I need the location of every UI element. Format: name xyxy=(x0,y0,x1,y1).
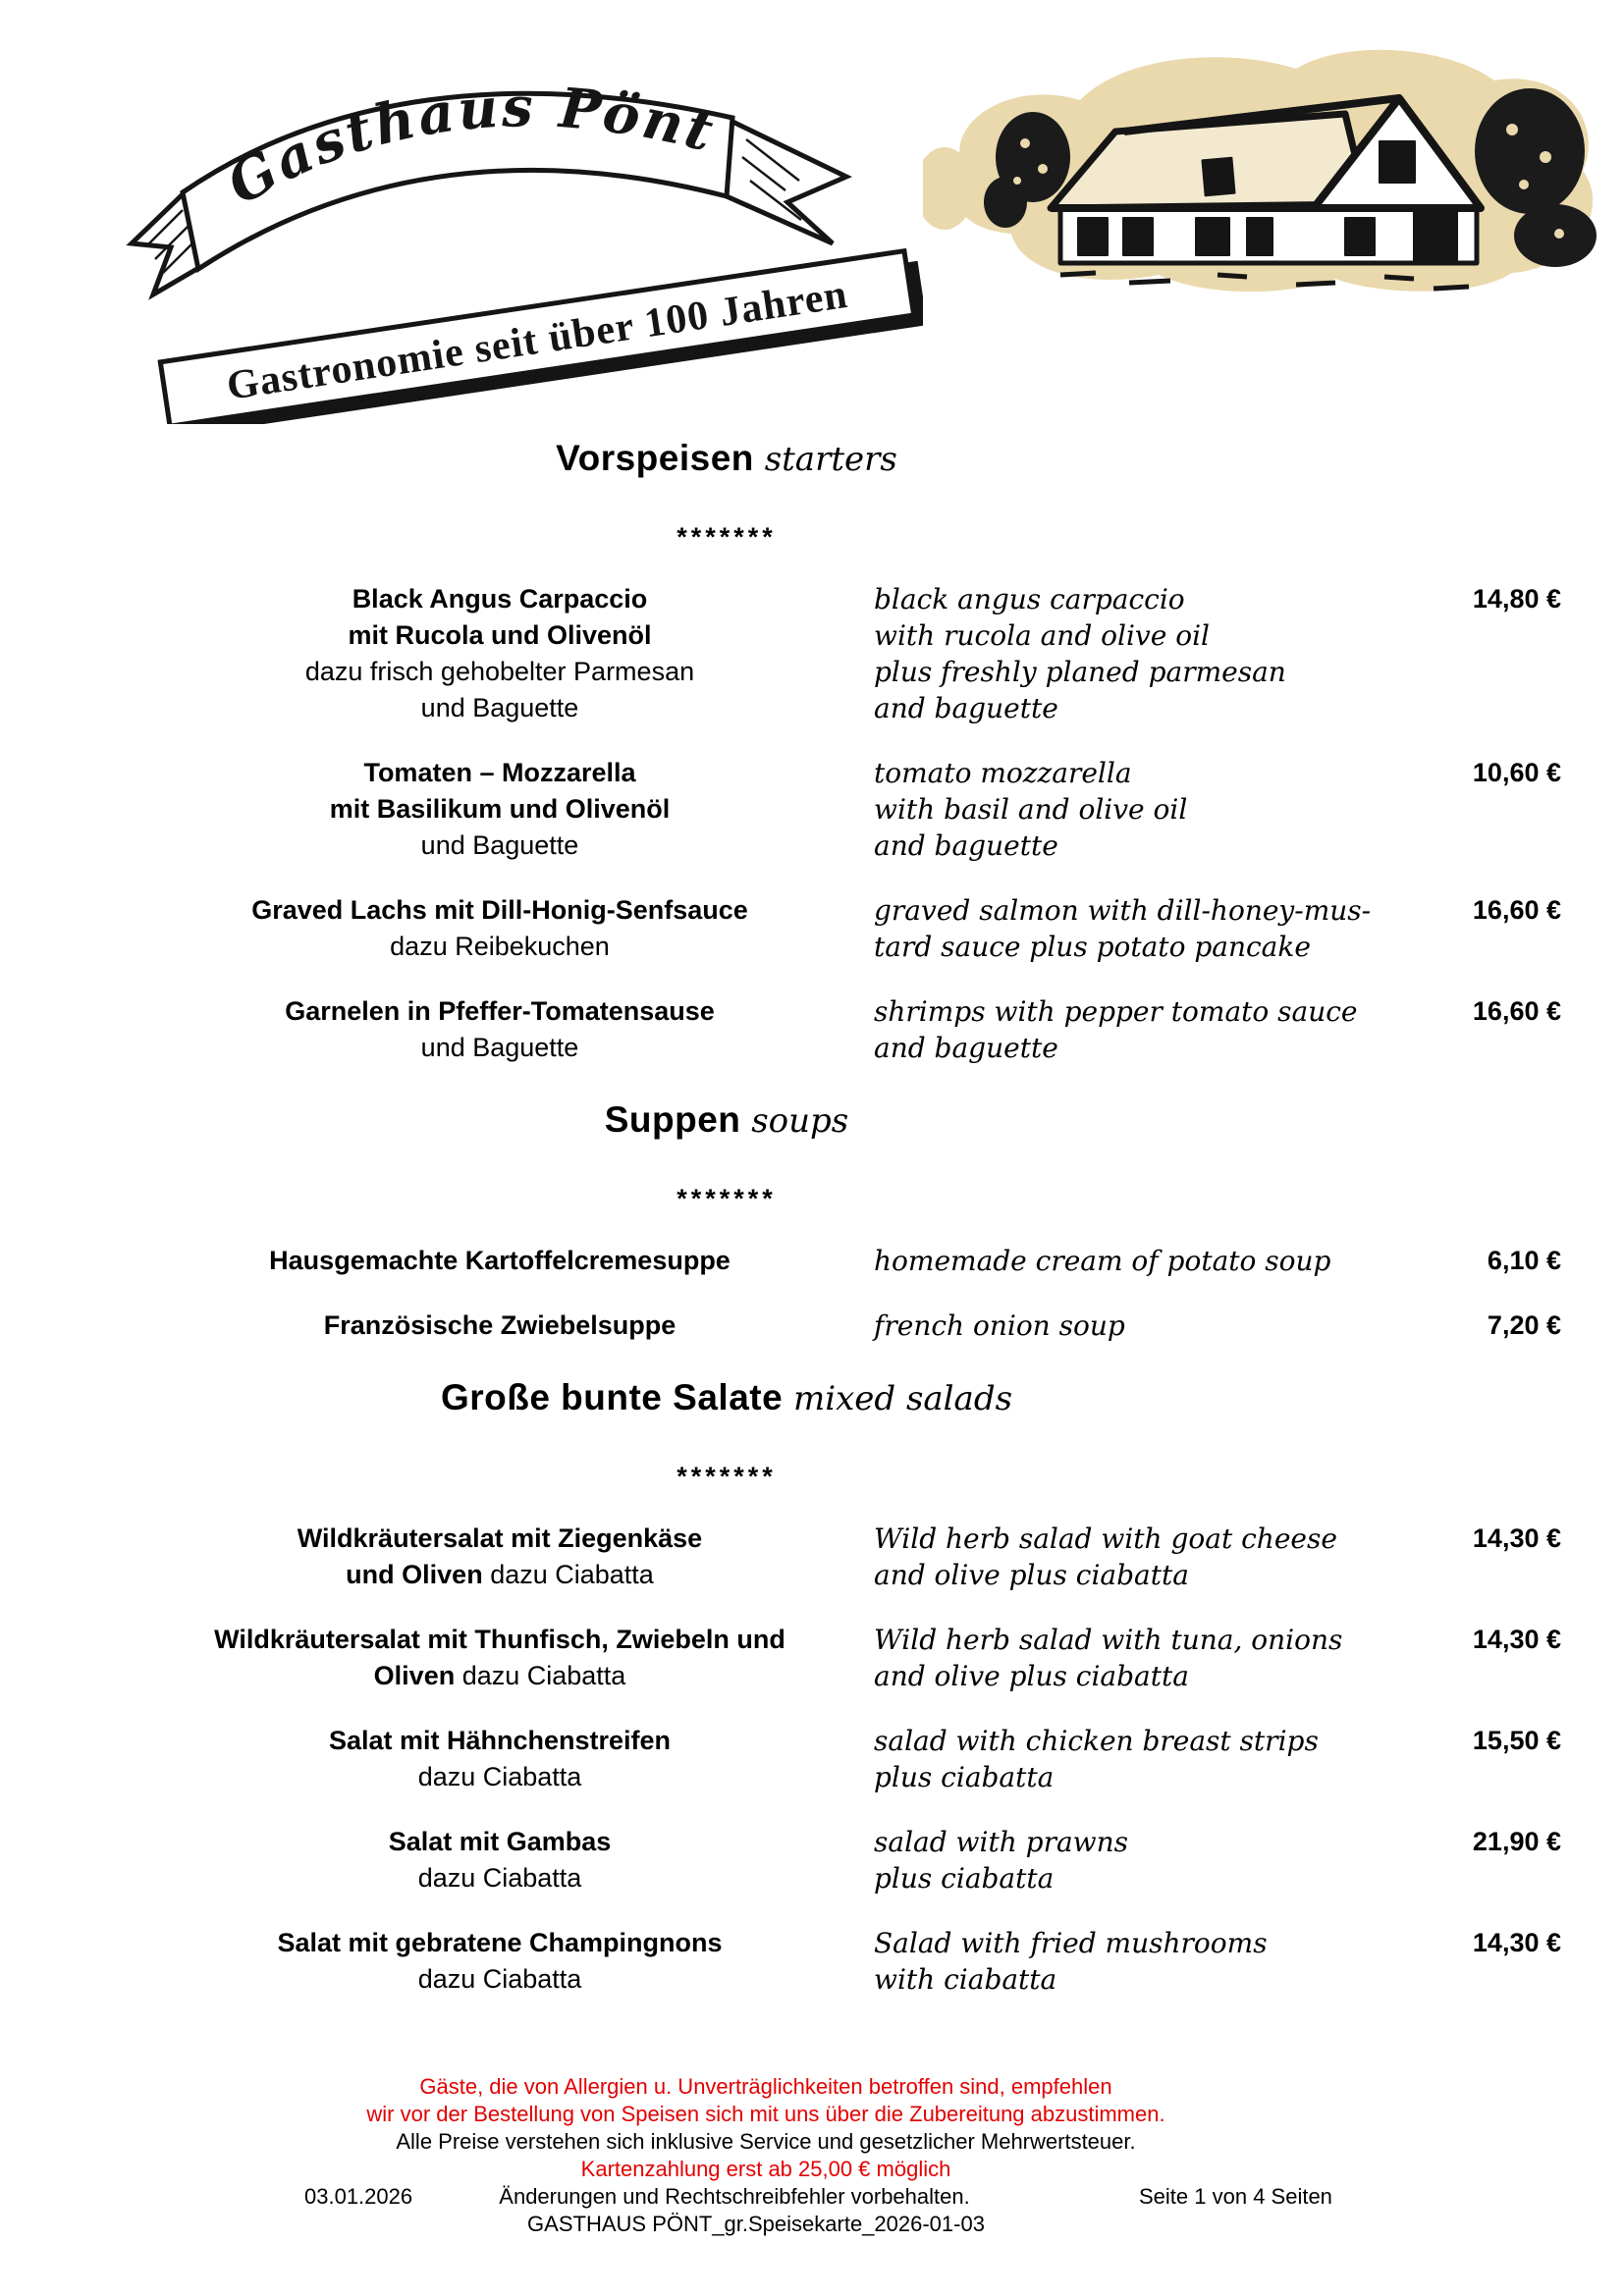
tagline-bar xyxy=(160,249,923,424)
item-price: 6,10 € xyxy=(1487,1246,1561,1275)
menu-item xyxy=(0,993,1624,1066)
text-segment: Salat mit gebratene Champingnons xyxy=(277,1928,723,1957)
menu-date: 03.01.2026 xyxy=(304,2184,413,2209)
item-price: 7,20 € xyxy=(1487,1310,1561,1340)
tagline-text: Gastronomie seit über 100 Jahren xyxy=(224,271,851,409)
text-segment: und Baguette xyxy=(420,830,579,860)
item-de-line xyxy=(126,617,874,654)
item-name-en xyxy=(874,755,1424,864)
item-name-en xyxy=(874,1308,1424,1344)
text-segment: Hausgemachte Kartoffelcremesuppe xyxy=(269,1246,731,1275)
item-name-en xyxy=(874,581,1424,726)
item-name-en xyxy=(874,1521,1424,1593)
item-de-line xyxy=(126,1759,874,1795)
item-de-line xyxy=(126,892,874,929)
item-en-line: homemade cream of potato soup xyxy=(874,1245,1331,1277)
item-de-line xyxy=(126,993,874,1030)
section-separator: ******* xyxy=(677,1184,777,1213)
text-segment: und Baguette xyxy=(420,693,579,722)
page-number: Seite 1 von 4 Seiten xyxy=(1139,2184,1332,2209)
section-title-en: starters xyxy=(753,440,897,479)
allergy-notice-line2: wir vor der Bestellung von Speisen sich mit uns über die Zubereitung abzustimmen. xyxy=(366,2102,1165,2126)
text-segment: und Oliven xyxy=(346,1560,491,1589)
section-title xyxy=(0,438,1453,479)
item-de-line xyxy=(126,755,874,791)
item-name-de xyxy=(126,581,874,726)
menu-section xyxy=(0,1099,1624,1344)
section-title xyxy=(0,1377,1453,1418)
footer xyxy=(0,2073,1624,2238)
item-price: 15,50 € xyxy=(1472,1726,1561,1755)
item-de-line xyxy=(126,1723,874,1759)
item-en-line: french onion soup xyxy=(874,1309,1125,1342)
file-name: GASTHAUS PÖNT_gr.Speisekarte_2026-01-03 xyxy=(527,2212,985,2236)
gasthaus-poent-logo xyxy=(98,37,923,424)
item-en-line: salad with prawns xyxy=(874,1826,1129,1858)
item-name-de xyxy=(126,1521,874,1593)
item-price: 14,30 € xyxy=(1472,1523,1561,1553)
item-name-en xyxy=(874,1824,1424,1896)
text-segment: mit Basilikum und Olivenöl xyxy=(329,794,671,824)
item-de-line xyxy=(126,1860,874,1896)
text-segment: Graved Lachs mit Dill-Honig-Senfsauce xyxy=(251,895,748,925)
item-name-en xyxy=(874,1622,1424,1694)
text-segment: dazu Ciabatta xyxy=(490,1560,654,1589)
text-segment: Salat mit Gambas xyxy=(388,1827,612,1856)
item-price: 14,30 € xyxy=(1472,1928,1561,1957)
item-de-line xyxy=(126,690,874,726)
text-segment: Wildkräutersalat mit Thunfisch, Zwiebeln und xyxy=(214,1625,785,1654)
file-name-row xyxy=(0,2211,1624,2238)
item-price: 21,90 € xyxy=(1472,1827,1561,1856)
item-name-de xyxy=(126,1243,874,1279)
card-payment-notice: Kartenzahlung erst ab 25,00 € möglich xyxy=(580,2157,951,2181)
item-en-line: tard sauce plus potato pancake xyxy=(874,931,1311,963)
item-de-line xyxy=(126,1243,874,1279)
text-segment: Französische Zwiebelsuppe xyxy=(323,1310,677,1340)
item-en-line: tomato mozzarella xyxy=(874,757,1132,789)
menu-item xyxy=(0,1824,1624,1896)
item-en-line: and baguette xyxy=(874,692,1058,724)
item-de-line xyxy=(126,1557,874,1593)
footer-bottom-row xyxy=(0,2183,1624,2211)
item-price: 16,60 € xyxy=(1472,895,1561,925)
item-name-de xyxy=(126,892,874,965)
item-en-line: plus ciabatta xyxy=(874,1761,1055,1793)
text-segment: dazu Ciabatta xyxy=(417,1964,582,1994)
item-name-en xyxy=(874,993,1424,1066)
item-de-line xyxy=(126,1622,874,1658)
item-en-line: Wild herb salad with goat cheese xyxy=(874,1522,1337,1555)
text-segment: dazu Ciabatta xyxy=(461,1661,626,1690)
item-name-de xyxy=(126,1308,874,1344)
item-en-line: and olive plus ciabatta xyxy=(874,1660,1189,1692)
text-segment: und Baguette xyxy=(420,1033,579,1062)
item-de-line xyxy=(126,1030,874,1066)
farmhouse-illustration xyxy=(923,41,1620,306)
text-segment: dazu Ciabatta xyxy=(417,1762,582,1791)
section-title-de: Vorspeisen xyxy=(556,438,754,478)
item-en-line: graved salmon with dill-honey-mus- xyxy=(874,894,1372,927)
menu-item xyxy=(0,892,1624,965)
section-title xyxy=(0,1099,1453,1141)
item-de-line xyxy=(126,1658,874,1694)
item-en-line: and baguette xyxy=(874,829,1058,862)
item-de-line xyxy=(126,1961,874,1998)
item-de-line xyxy=(126,654,874,690)
item-price: 14,80 € xyxy=(1472,584,1561,614)
menu-section xyxy=(0,1377,1624,1998)
section-title-en: mixed salads xyxy=(783,1379,1013,1418)
item-name-en xyxy=(874,1243,1424,1279)
item-de-line xyxy=(126,1925,874,1961)
text-segment: Black Angus Carpaccio xyxy=(352,584,648,614)
text-segment: mit Rucola und Olivenöl xyxy=(348,620,652,650)
item-name-de xyxy=(126,1622,874,1694)
text-segment: Wildkräutersalat mit Ziegenkäse xyxy=(297,1523,703,1553)
item-de-line xyxy=(126,791,874,828)
menu-section xyxy=(0,438,1624,1066)
section-title-de: Suppen xyxy=(604,1099,741,1140)
item-name-de xyxy=(126,755,874,864)
section-separator: ******* xyxy=(677,522,777,552)
section-title-en: soups xyxy=(740,1101,849,1141)
allergy-notice-line1: Gäste, die von Allergien u. Unverträglichkeiten betroffen sind, empfehlen xyxy=(419,2074,1112,2099)
text-segment: Tomaten – Mozzarella xyxy=(363,758,636,787)
item-de-line xyxy=(126,828,874,864)
menu-item xyxy=(0,755,1624,864)
header xyxy=(0,0,1624,424)
item-en-line: and baguette xyxy=(874,1032,1058,1064)
item-en-line: with rucola and olive oil xyxy=(874,619,1210,652)
item-name-de xyxy=(126,993,874,1066)
item-en-line: with ciabatta xyxy=(874,1963,1057,1996)
menu-sections xyxy=(0,438,1624,1998)
item-de-line xyxy=(126,581,874,617)
section-title-de: Große bunte Salate xyxy=(440,1377,784,1417)
item-en-line: salad with chicken breast strips xyxy=(874,1725,1319,1757)
item-en-line: plus ciabatta xyxy=(874,1862,1055,1895)
ribbon-title: Gasthaus Pönt xyxy=(216,75,723,218)
item-en-line: with basil and olive oil xyxy=(874,793,1188,826)
item-en-line: shrimps with pepper tomato sauce xyxy=(874,995,1358,1028)
text-segment: Garnelen in Pfeffer-Tomatensause xyxy=(285,996,715,1026)
item-name-en xyxy=(874,1723,1424,1795)
item-price: 10,60 € xyxy=(1472,758,1561,787)
menu-item xyxy=(0,1243,1624,1279)
prices-include-notice: Alle Preise verstehen sich inklusive Service und gesetzlicher Mehrwertsteuer. xyxy=(396,2129,1136,2154)
item-name-de xyxy=(126,1925,874,1998)
menu-item xyxy=(0,581,1624,726)
item-name-en xyxy=(874,1925,1424,1998)
item-de-line xyxy=(126,1308,874,1344)
item-de-line xyxy=(126,929,874,965)
item-de-line xyxy=(126,1521,874,1557)
item-en-line: and olive plus ciabatta xyxy=(874,1559,1189,1591)
menu-item xyxy=(0,1723,1624,1795)
item-price: 14,30 € xyxy=(1472,1625,1561,1654)
ribbon-right-tail xyxy=(727,120,846,243)
item-en-line: Wild herb salad with tuna, onions xyxy=(874,1624,1343,1656)
item-name-en xyxy=(874,892,1424,965)
text-segment: dazu Ciabatta xyxy=(417,1863,582,1893)
item-en-line: plus freshly planed parmesan xyxy=(874,656,1286,688)
text-segment: Salat mit Hähnchenstreifen xyxy=(328,1726,672,1755)
section-separator: ******* xyxy=(677,1462,777,1491)
menu-item xyxy=(0,1925,1624,1998)
item-en-line: black angus carpaccio xyxy=(874,583,1185,615)
item-price: 16,60 € xyxy=(1472,996,1561,1026)
item-name-de xyxy=(126,1723,874,1795)
text-segment: dazu Reibekuchen xyxy=(390,932,610,961)
text-segment: dazu frisch gehobelter Parmesan xyxy=(304,657,695,686)
menu-item xyxy=(0,1308,1624,1344)
item-name-de xyxy=(126,1824,874,1896)
item-de-line xyxy=(126,1824,874,1860)
text-segment: Oliven xyxy=(373,1661,462,1690)
disclaimer: Änderungen und Rechtschreibfehler vorbehalten. xyxy=(499,2184,970,2209)
menu-item xyxy=(0,1521,1624,1593)
menu-item xyxy=(0,1622,1624,1694)
item-en-line: Salad with fried mushrooms xyxy=(874,1927,1268,1959)
